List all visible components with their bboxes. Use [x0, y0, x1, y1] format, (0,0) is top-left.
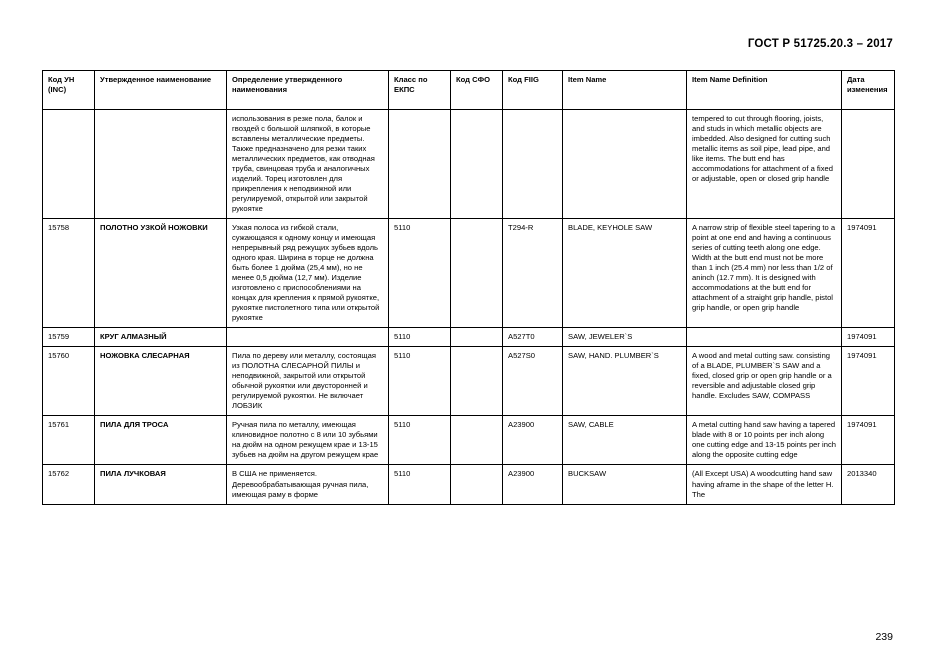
- cell-approved-name: [95, 110, 227, 219]
- cell-item-name: SAW, HAND. PLUMBER`S: [563, 347, 687, 416]
- cell-item-name-definition: [687, 328, 842, 347]
- cell-fiig-code: A527T0: [503, 328, 563, 347]
- cell-change-date: 2013340: [842, 465, 895, 504]
- cell-change-date: 1974091: [842, 347, 895, 416]
- cell-sfo-code: [451, 416, 503, 465]
- cell-definition: В США не применяется. Деревообрабатывающая ручная пила, имеющая раму в форме: [227, 465, 389, 504]
- cell-item-name-definition: tempered to cut through flooring, joists, and studs in which metallic objects are imbedded. Also designed for cutting such metallic items as soil pipe, lead pipe, and like items. The butt end has accommodations for attachment of a fixed or adjustable, open or closed grip handle: [687, 110, 842, 219]
- cell-sfo-code: [451, 347, 503, 416]
- column-header-change-date: Дата изменения: [842, 71, 895, 110]
- cell-definition: Узкая полоса из гибкой стали, сужающаяся к одному концу и имеющая непрерывный ряд режущих зубьев вдоль одного края. Ширина в торце не должна быть более 1 дюйма (25,4 мм), но не менее 0,5 дюйма (12,7 мм). Изделие изготовлено с приспособлениями на концах для крепления к прямой рукоятке, рукоятке пистолетного типа или открытой рукоятке: [227, 219, 389, 328]
- column-header-fiig-code: Код FIIG: [503, 71, 563, 110]
- cell-fiig-code: A23900: [503, 465, 563, 504]
- cell-fiig-code: A23900: [503, 416, 563, 465]
- cell-approved-name: НОЖОВКА СЛЕСАРНАЯ: [95, 347, 227, 416]
- cell-ekps-class: 5110: [389, 347, 451, 416]
- cell-ekps-class: 5110: [389, 219, 451, 328]
- cell-item-name-definition: A metal cutting hand saw having a tapered blade with 8 or 10 points per inch along one cutting edge and 13-15 points per inch along the opposite cutting edge: [687, 416, 842, 465]
- cell-inc: 15760: [43, 347, 95, 416]
- cell-item-name: BLADE, KEYHOLE SAW: [563, 219, 687, 328]
- cell-item-name: SAW, JEWELER`S: [563, 328, 687, 347]
- cell-change-date: [842, 110, 895, 219]
- document-standard-header: ГОСТ Р 51725.20.3 – 2017: [747, 38, 893, 50]
- column-header-item-name: Item Name: [563, 71, 687, 110]
- cell-change-date: 1974091: [842, 328, 895, 347]
- table-row: [43, 219, 895, 328]
- cell-fiig-code: A527S0: [503, 347, 563, 416]
- cell-inc: 15758: [43, 219, 95, 328]
- cell-sfo-code: [451, 110, 503, 219]
- column-header-item-name-definition: Item Name Definition: [687, 71, 842, 110]
- cell-fiig-code: T294-R: [503, 219, 563, 328]
- table-row: [43, 328, 895, 347]
- column-header-approved-name: Утвержденное наименование: [95, 71, 227, 110]
- cell-item-name-definition: A narrow strip of flexible steel tapering to a point at one end and having a continuous series of cutting teeth along one edge. Width at the butt end must not be more than 1 inch (25.4 mm) nor less than 1/2 of aninch (12.7 mm). It is designed with accommodations at the butt end for attachment of a straight grip handle, pistol grip handle, or open grip handle: [687, 219, 842, 328]
- cell-ekps-class: 5110: [389, 465, 451, 504]
- column-header-ekps-class: Класс по ЕКПС: [389, 71, 451, 110]
- cell-definition: Пила по дереву или металлу, состоящая из ПОЛОТНА СЛЕСАРНОЙ ПИЛЫ и неподвижной, закрытой или открытой обычной рукоятки или двусторонней и регулируемой рукоятки. Не включает ЛОБЗИК: [227, 347, 389, 416]
- cell-ekps-class: 5110: [389, 416, 451, 465]
- cell-inc: 15762: [43, 465, 95, 504]
- cell-sfo-code: [451, 328, 503, 347]
- table-row: [43, 416, 895, 465]
- cell-change-date: 1974091: [842, 219, 895, 328]
- cell-inc: 15761: [43, 416, 95, 465]
- column-header-definition: Определение утвержденного наименования: [227, 71, 389, 110]
- table-header-row: [43, 71, 895, 110]
- gost-nomenclature-table: [42, 70, 895, 505]
- column-header-inc: Код УН (INC): [43, 71, 95, 110]
- cell-sfo-code: [451, 465, 503, 504]
- cell-sfo-code: [451, 219, 503, 328]
- cell-inc: 15759: [43, 328, 95, 347]
- page-number: 239: [875, 631, 893, 643]
- table-row: [43, 465, 895, 504]
- cell-definition: использования в резке пола, балок и гвоздей с большой шляпкой, в которые вставлены металлические предметы. Также предназначено для резки таких металлических предметов, как отводная труба, свинцовая труба и аналогичных изделий. Торец изготовлен для прикрепления к неподвижной или регулируемой, открытой или закрытой рукоятке: [227, 110, 389, 219]
- cell-fiig-code: [503, 110, 563, 219]
- cell-ekps-class: 5110: [389, 328, 451, 347]
- cell-definition: [227, 328, 389, 347]
- cell-item-name: SAW, CABLE: [563, 416, 687, 465]
- cell-approved-name: ПИЛА ЛУЧКОВАЯ: [95, 465, 227, 504]
- cell-item-name: BUCKSAW: [563, 465, 687, 504]
- cell-approved-name: ПИЛА ДЛЯ ТРОСА: [95, 416, 227, 465]
- cell-change-date: 1974091: [842, 416, 895, 465]
- cell-definition: Ручная пила по металлу, имеющая клиновидное полотно с 8 или 10 зубьями на дюйм на одном режущем крае и 13-15 зубьев на дюйм на другом режущем крае: [227, 416, 389, 465]
- cell-item-name-definition: A wood and metal cutting saw. consisting of a BLADE, PLUMBER`S SAW and a fixed, closed grip or open grip handle or a reversible and adjustable closed grip handle. Excludes SAW, COMPASS: [687, 347, 842, 416]
- cell-ekps-class: [389, 110, 451, 219]
- cell-item-name-definition: (All Except USA) A woodcutting hand saw having aframe in the shape of the letter H. The: [687, 465, 842, 504]
- column-header-sfo-code: Код СФО: [451, 71, 503, 110]
- cell-inc: [43, 110, 95, 219]
- cell-approved-name: КРУГ АЛМАЗНЫЙ: [95, 328, 227, 347]
- cell-approved-name: ПОЛОТНО УЗКОЙ НОЖОВКИ: [95, 219, 227, 328]
- cell-item-name: [563, 110, 687, 219]
- table-row: [43, 347, 895, 416]
- table-row: [43, 110, 895, 219]
